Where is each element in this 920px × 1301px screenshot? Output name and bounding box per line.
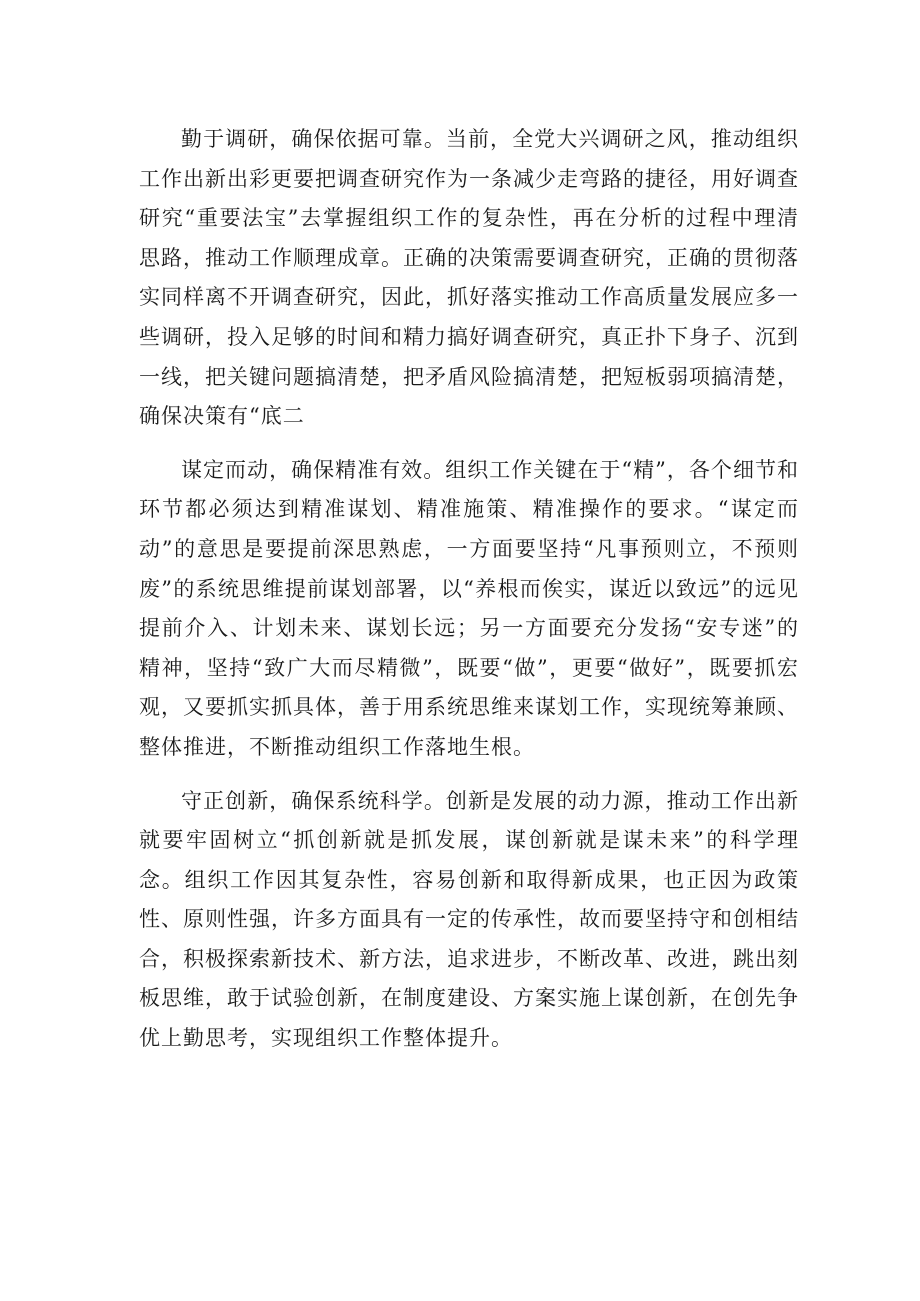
paragraph-planning: 谋定而动，确保精准有效。组织工作关键在于“精”，各个细节和环节都必须达到精准谋划、精准施策、精准操作的要求。“谋定而动”的意思是要提前深思熟虑，一方面要坚持“凡事预则立，不预则废”的系统思维提前谋划部署，以“养根而俟实，谋近以致远”的远见提前介入、计划未来、谋划长远；另一方面要充分发扬“安专迷”的精神，坚持“致广大而尽精微”，既要“做”，更要“做好”，既要抓宏观，又要抓实抓具体，善于用系统思维来谋划工作，实现统筹兼顾、整体推进，不断推动组织工作落地生根。 (139, 457, 799, 759)
paragraph-innovation: 守正创新，确保系统科学。创新是发展的动力源，推动工作出新就要牢固树立“抓创新就是抓发展，谋创新就是谋未来”的科学理念。组织工作因其复杂性，容易创新和取得新成果，也正因为政策性、原则性强，许多方面具有一定的传承性，故而要坚持守和创相结合，积极探索新技术、新方法，追求进步，不断改革、改进，跳出刻板思维，敢于试验创新，在制度建设、方案实施上谋创新，在创先争优上勤思考，实现组织工作整体提升。 (139, 788, 799, 1051)
paragraph-research: 勤于调研，确保依据可靠。当前，全党大兴调研之风，推动组织工作出新出彩更要把调查研究作为一条减少走弯路的捷径，用好调查研究“重要法宝”去掌握组织工作的复杂性，再在分析的过程中理清思路，推动工作顺理成章。正确的决策需要调查研究，正确的贯彻落实同样离不开调查研究，因此，抓好落实推动工作高质量发展应多一些调研，投入足够的时间和精力搞好调查研究，真正扑下身子、沉到一线，把关键问题搞清楚，把矛盾风险搞清楚，把短板弱项搞清楚，确保决策有“底二 (139, 127, 799, 429)
document-body (139, 120, 799, 1073)
